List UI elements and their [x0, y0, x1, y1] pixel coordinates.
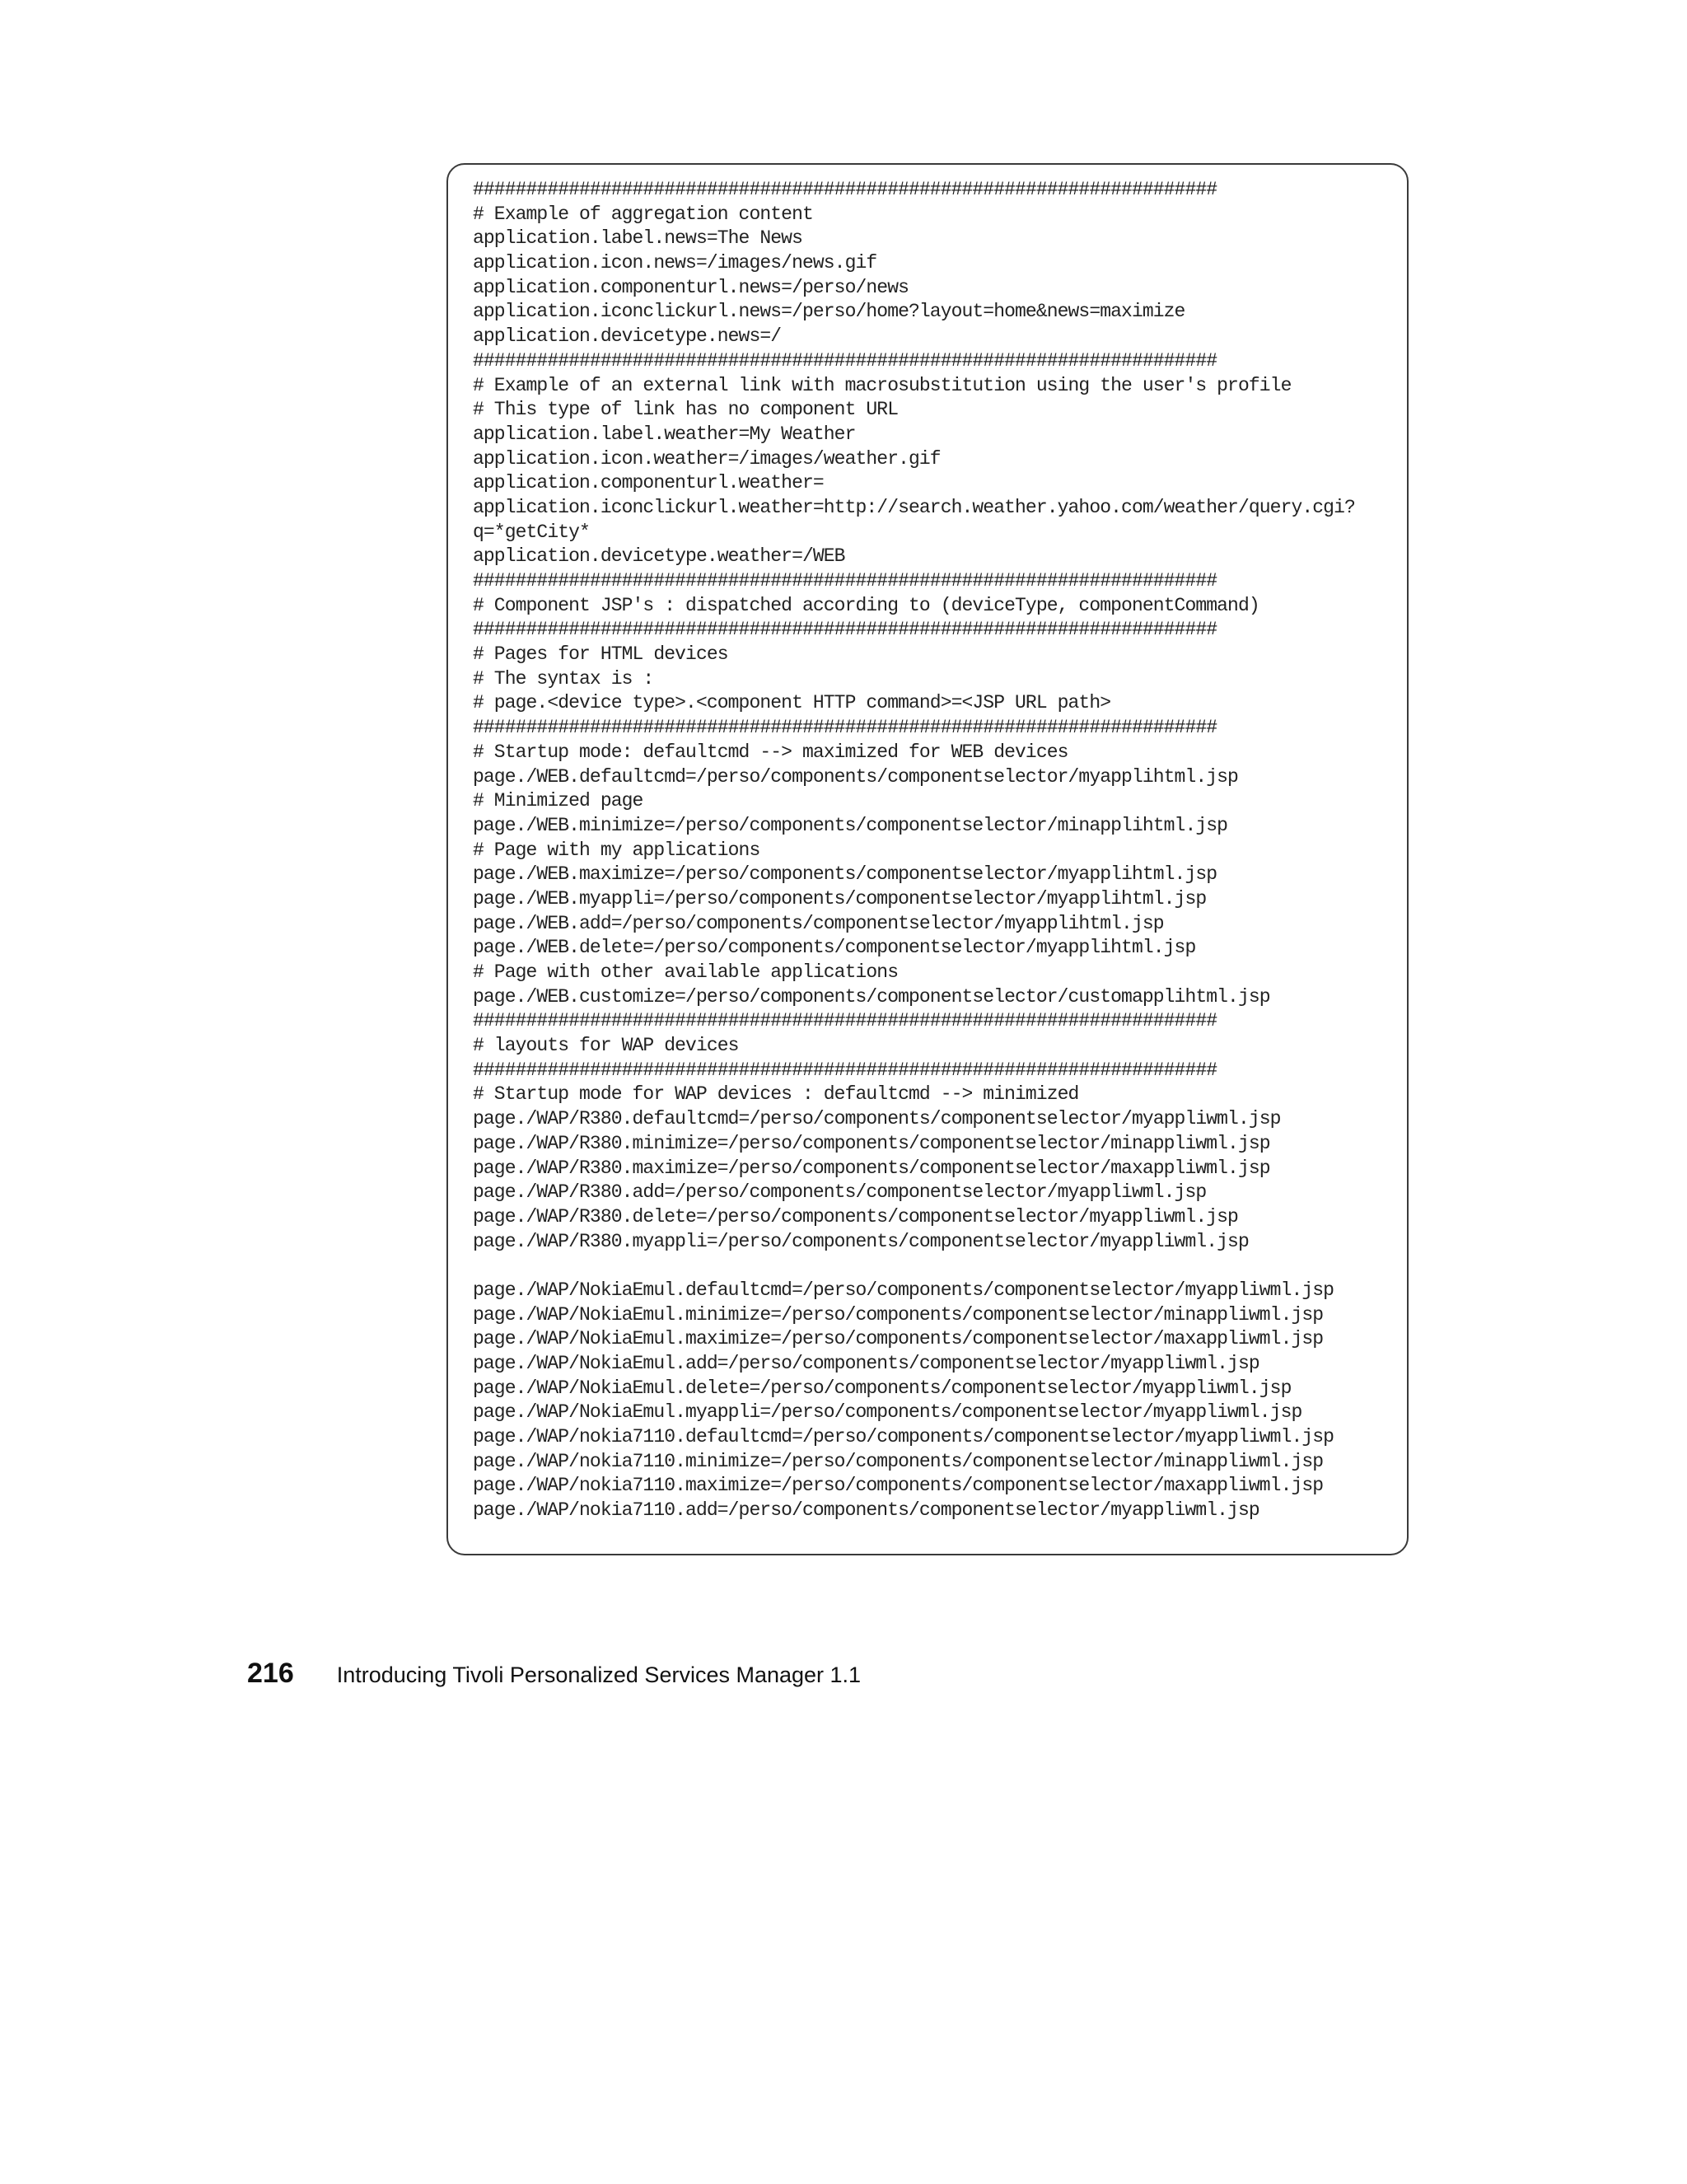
page-number: 216 — [247, 1658, 294, 1689]
code-line: page./WAP/nokia7110.maximize=/perso/components/componentselector/maxappliwml.jsp — [473, 1475, 1324, 1497]
code-line: page./WAP/R380.maximize=/perso/components/componentselector/maxappliwml.jsp — [473, 1157, 1270, 1179]
code-line: ###################################################################### — [473, 179, 1217, 200]
code-line: # Page with other available applications — [473, 961, 899, 983]
code-line: application.iconclickurl.weather=http://search.weather.yahoo.com/weather/query.cgi? — [473, 496, 1355, 518]
code-line: page./WAP/R380.minimize=/perso/components/componentselector/minappliwml.jsp — [473, 1132, 1270, 1154]
code-line: # Startup mode: defaultcmd --> maximized for WEB devices — [473, 741, 1068, 763]
code-line: # Page with my applications — [473, 839, 760, 861]
code-line: ###################################################################### — [473, 1010, 1217, 1032]
code-line: page./WAP/NokiaEmul.defaultcmd=/perso/components/componentselector/myappliwml.jsp — [473, 1279, 1334, 1301]
code-line: ###################################################################### — [473, 1059, 1217, 1081]
code-line: page./WEB.customize=/perso/components/componentselector/customapplihtml.jsp — [473, 985, 1270, 1008]
code-line: page./WEB.delete=/perso/components/componentselector/myapplihtml.jsp — [473, 937, 1196, 959]
code-line: page./WAP/nokia7110.add=/perso/components/componentselector/myappliwml.jsp — [473, 1499, 1259, 1522]
code-line: page./WAP/R380.myappli=/perso/components/componentselector/myappliwml.jsp — [473, 1230, 1249, 1252]
code-line: # This type of link has no component URL — [473, 399, 899, 421]
code-line: application.componenturl.weather= — [473, 472, 824, 494]
code-line: # Minimized page — [473, 790, 643, 812]
code-line: page./WEB.defaultcmd=/perso/components/componentselector/myapplihtml.jsp — [473, 765, 1238, 788]
code-line: page./WAP/NokiaEmul.minimize=/perso/components/componentselector/minappliwml.jsp — [473, 1303, 1324, 1326]
code-line: page./WAP/nokia7110.minimize=/perso/components/componentselector/minappliwml.jsp — [473, 1450, 1324, 1472]
code-line: application.label.news=The News — [473, 227, 802, 250]
code-line: ###################################################################### — [473, 570, 1217, 592]
code-line — [473, 1254, 1399, 1279]
code-line: ###################################################################### — [473, 717, 1217, 739]
book-title: Introducing Tivoli Personalized Services Manager 1.1 — [336, 1663, 862, 1687]
code-listing — [473, 178, 1399, 1523]
code-line: page./WAP/R380.delete=/perso/components/componentselector/myappliwml.jsp — [473, 1205, 1238, 1228]
code-line: # page.<device type>.<component HTTP command>=<JSP URL path> — [473, 692, 1111, 714]
code-line: # Startup mode for WAP devices : defaultcmd --> minimized — [473, 1083, 1079, 1106]
code-listing-box — [446, 163, 1409, 1555]
code-line: application.label.weather=My Weather — [473, 423, 856, 445]
code-line: page./WAP/NokiaEmul.add=/perso/components/componentselector/myappliwml.jsp — [473, 1353, 1259, 1374]
code-line: # layouts for WAP devices — [473, 1035, 739, 1057]
code-line: application.icon.weather=/images/weather.gif — [473, 447, 941, 470]
code-line: q=*getCity* — [473, 521, 590, 543]
code-line: page./WAP/R380.add=/perso/components/componentselector/myappliwml.jsp — [473, 1181, 1207, 1204]
code-line: # Component JSP's : dispatched according to (deviceType, componentCommand) — [473, 594, 1259, 616]
code-line: ###################################################################### — [473, 349, 1217, 372]
code-line: application.devicetype.weather=/WEB — [473, 545, 845, 568]
code-line: # The syntax is : — [473, 667, 654, 690]
code-line: page./WEB.minimize=/perso/components/componentselector/minapplihtml.jsp — [473, 814, 1228, 836]
code-line: page./WAP/NokiaEmul.myappli=/perso/components/componentselector/myappliwml.jsp — [473, 1401, 1302, 1424]
code-line: application.icon.news=/images/news.gif — [473, 252, 877, 274]
code-line: # Example of aggregation content — [473, 203, 813, 225]
code-line: page./WEB.add=/perso/components/componentselector/myapplihtml.jsp — [473, 912, 1164, 934]
code-line: page./WEB.myappli=/perso/components/componentselector/myapplihtml.jsp — [473, 887, 1207, 910]
code-line: page./WEB.maximize=/perso/components/componentselector/myapplihtml.jsp — [473, 863, 1217, 886]
code-line: page./WAP/R380.defaultcmd=/perso/components/componentselector/myappliwml.jsp — [473, 1108, 1281, 1130]
code-line: page./WAP/nokia7110.defaultcmd=/perso/components/componentselector/myappliwml.jsp — [473, 1426, 1334, 1448]
code-line: # Pages for HTML devices — [473, 643, 728, 666]
page-footer — [247, 1658, 861, 1691]
code-line: page./WAP/NokiaEmul.delete=/perso/components/componentselector/myappliwml.jsp — [473, 1377, 1292, 1399]
code-line: application.devicetype.news=/ — [473, 325, 782, 348]
code-line: ###################################################################### — [473, 619, 1217, 641]
code-line: # Example of an external link with macrosubstitution using the user's profile — [473, 374, 1292, 396]
code-line: application.iconclickurl.news=/perso/home?layout=home&news=maximize — [473, 301, 1185, 323]
code-line: application.componenturl.news=/perso/news — [473, 276, 909, 298]
code-line: page./WAP/NokiaEmul.maximize=/perso/components/componentselector/maxappliwml.jsp — [473, 1328, 1324, 1350]
